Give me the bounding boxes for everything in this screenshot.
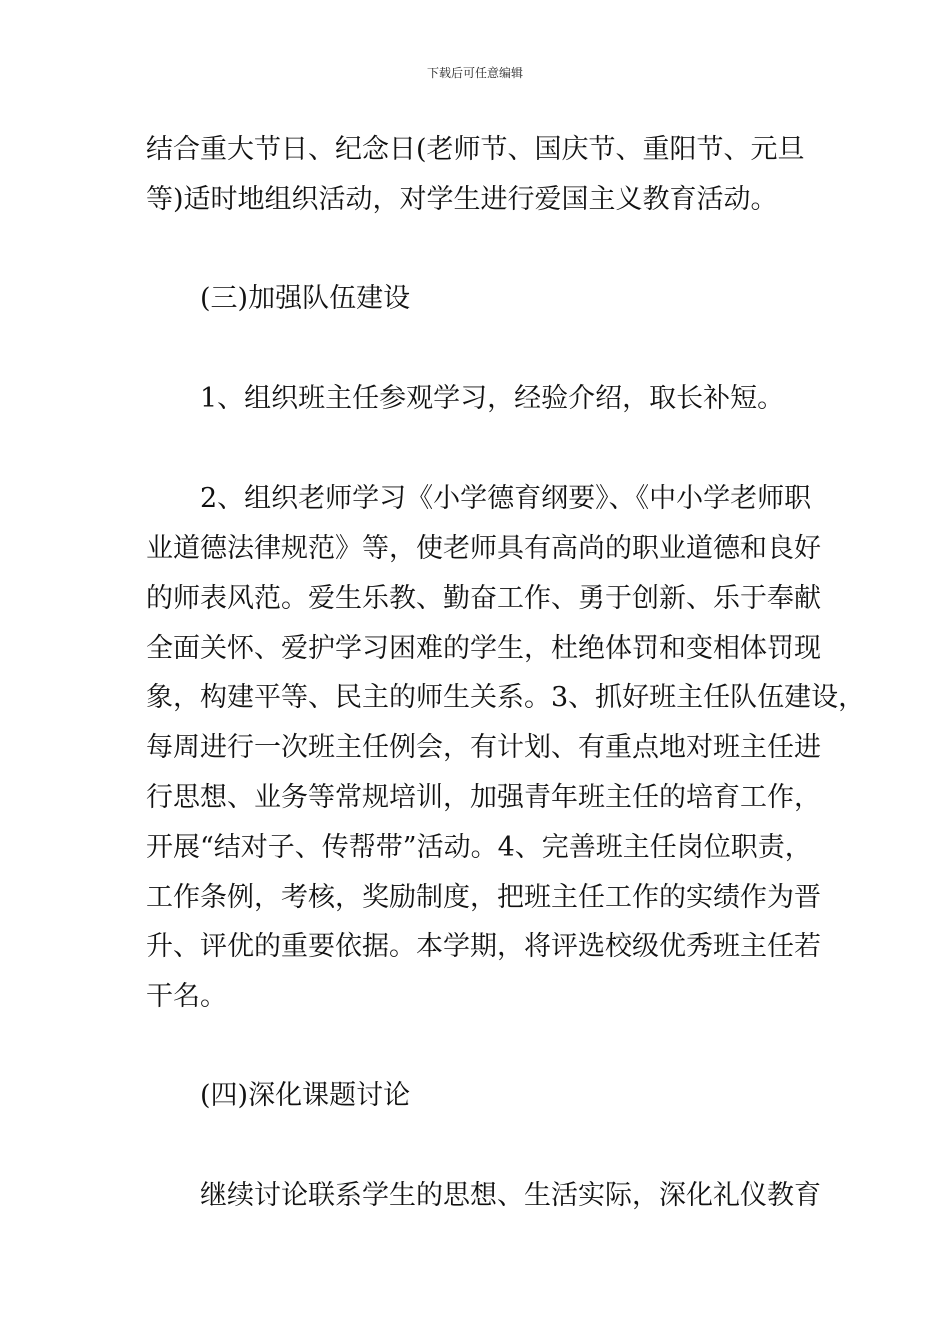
section-heading-4: (四)深化课题讨论 xyxy=(200,1080,411,1111)
paragraph-line: 象，构建平等、民主的师生关系。3、抓好班主任队伍建设， xyxy=(146,682,866,713)
paragraph-line: 干名。 xyxy=(146,981,227,1012)
paragraph-line: 每周进行一次班主任例会，有计划、有重点地对班主任进 xyxy=(146,732,821,763)
paragraph-line: 开展“结对子、传帮带”活动。4、完善班主任岗位职责， xyxy=(146,832,812,863)
paragraph-line: 工作条例，考核，奖励制度，把班主任工作的实绩作为晋 xyxy=(146,882,821,913)
paragraph-line: 行思想、业务等常规培训，加强青年班主任的培育工作， xyxy=(146,782,821,813)
section-heading-3: (三)加强队伍建设 xyxy=(200,283,411,314)
page-header-note: 下载后可任意编辑 xyxy=(426,66,523,80)
paragraph-line: 的师表风范。爱生乐教、勤奋工作、勇于创新、乐于奉献 xyxy=(146,583,821,614)
paragraph-line: 继续讨论联系学生的思想、生活实际，深化礼仪教育 xyxy=(200,1180,821,1211)
paragraph-line: 2、组织老师学习《小学德育纲要》、《中小学老师职 xyxy=(200,483,812,514)
paragraph-line: 结合重大节日、纪念日(老师节、国庆节、重阳节、元旦 xyxy=(146,134,805,165)
paragraph-line: 业道德法律规范》等，使老师具有高尚的职业道德和良好 xyxy=(146,533,821,564)
paragraph-line: 全面关怀、爱护学习困难的学生，杜绝体罚和变相体罚现 xyxy=(146,633,821,664)
paragraph-line: 1、组织班主任参观学习，经验介绍，取长补短。 xyxy=(200,383,785,414)
paragraph-line: 升、评优的重要依据。本学期，将评选校级优秀班主任若 xyxy=(146,931,821,962)
paragraph-line: 等)适时地组织活动，对学生进行爱国主义教育活动。 xyxy=(146,184,778,215)
